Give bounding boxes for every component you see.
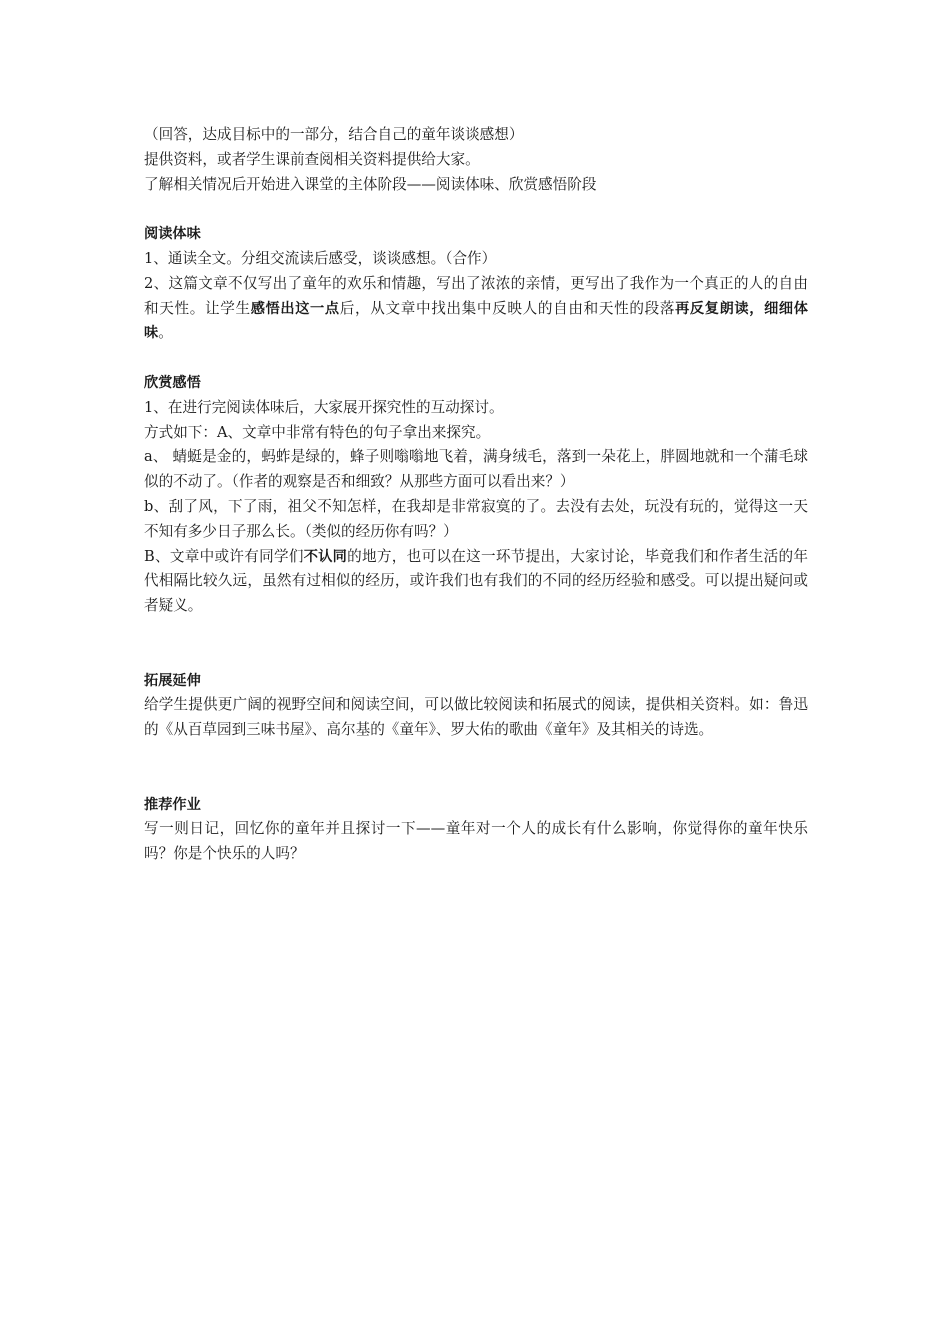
appreciation-B-bold: 不认同 bbox=[303, 548, 348, 565]
spacer bbox=[144, 743, 808, 793]
spacer bbox=[144, 197, 808, 222]
extension-text: 给学生提供更广阔的视野空间和阅读空间，可以做比较阅读和拓展式的阅读，提供相关资料。如：鲁迅的《从百草园到三味书屋》、高尔基的《童年》、罗大佑的歌曲《童年》及其相关的诗选。 bbox=[144, 696, 808, 739]
appreciation-example-a: a、 蜻蜓是金的，蚂蚱是绿的，蜂子则嗡嗡地飞着，满身绒毛，落到一朵花上，胖圆地就和一个蒲毛球似的不动了。（作者的观察是否和细致？从那些方面可以看出来？） bbox=[144, 448, 808, 491]
intro-line-2: 提供资料，或者学生课前查阅相关资料提供给大家。 bbox=[144, 150, 480, 168]
reading-item-2 bbox=[144, 272, 808, 346]
extension-heading: 拓展延伸 bbox=[144, 672, 201, 689]
appreciation-example-b: b、刮了风，下了雨，祖父不知怎样，在我却是非常寂寞的了。去没有去处，玩没有玩的，觉得这一天不知有多少日子那么长。（类似的经历你有吗？） bbox=[144, 497, 808, 540]
reading-item-2-text-b: 后，从文章中找出集中反映人的自由和天性的段落 bbox=[339, 299, 676, 317]
appreciation-method: 方式如下：A、文章中非常有特色的句子拿出来探究。 bbox=[144, 423, 491, 441]
reading-item-2-bold-1: 感悟出这一点 bbox=[250, 300, 340, 317]
appreciation-heading: 欣赏感悟 bbox=[144, 374, 201, 391]
document-page bbox=[144, 123, 808, 867]
reading-item-1: 1、通读全文。分组交流读后感受，谈谈感想。（合作） bbox=[144, 249, 497, 267]
appreciation-B-text-a: B、文章中或许有同学们 bbox=[144, 547, 304, 565]
reading-item-2-text-c: 。 bbox=[158, 324, 173, 342]
appreciation-item-B bbox=[144, 545, 808, 619]
reading-item-2-bold-2: 再反复朗读，细细体味 bbox=[144, 300, 808, 342]
appreciation-B-text-b: 的地方，也可以在这一环节提出，大家讨论，毕竟我们和作者生活的年代相隔比较久远，虽然有过相似的经历，或许我们也有我们的不同的经历经验和感受。可以提出疑问或者疑义。 bbox=[144, 547, 808, 615]
intro-line-1: （回答，达成目标中的一部分，结合自己的童年谈谈感想） bbox=[144, 126, 524, 143]
intro-line-3: 了解相关情况后开始进入课堂的主体阶段——阅读体味、欣赏感悟阶段 bbox=[144, 175, 597, 193]
reading-item-2-text-a: 2、这篇文章不仅写出了童年的欢乐和情趣，写出了浓浓的亲情，更写出了我作为一个真正的人的自由和天性。让学生 bbox=[144, 274, 808, 317]
spacer bbox=[144, 346, 808, 371]
reading-heading: 阅读体味 bbox=[144, 226, 201, 243]
homework-text: 写一则日记，回忆你的童年并且探讨一下——童年对一个人的成长有什么影响，你觉得你的童年快乐吗？你是个快乐的人吗？ bbox=[144, 820, 808, 863]
spacer bbox=[144, 619, 808, 669]
homework-heading: 推荐作业 bbox=[144, 796, 201, 813]
appreciation-item-1: 1、在进行完阅读体味后，大家展开探究性的互动探讨。 bbox=[144, 398, 504, 416]
